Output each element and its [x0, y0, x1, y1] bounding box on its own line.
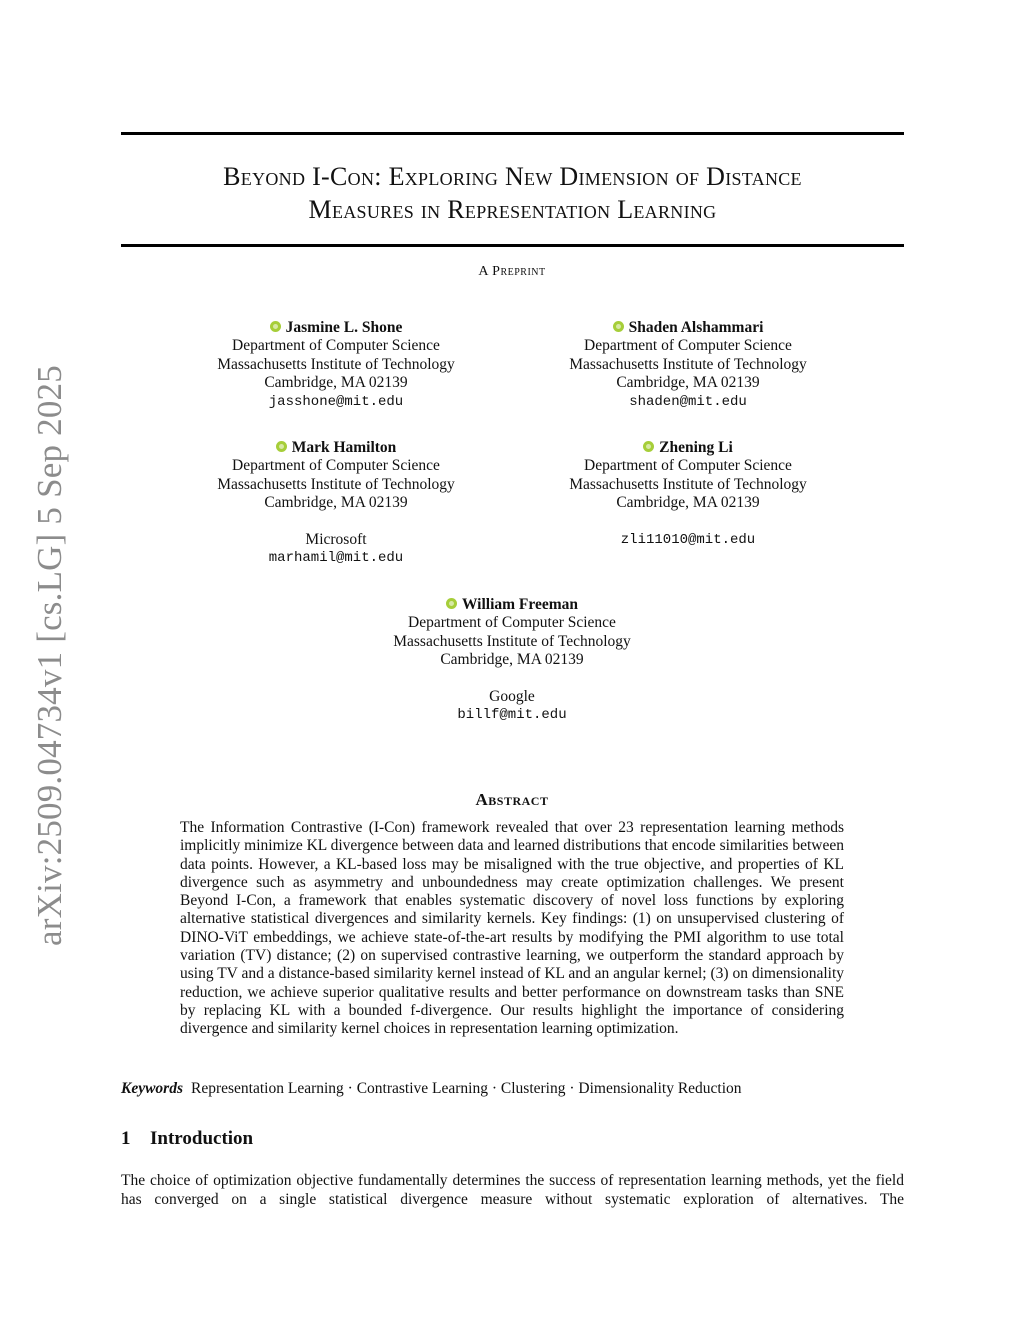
keywords-list: Representation Learning · Contrastive Learning · Clustering · Dimensionality Reduction	[191, 1080, 742, 1097]
author-institution: Massachusetts Institute of Technology	[569, 355, 807, 373]
author-department: Department of Computer Science	[232, 457, 440, 475]
author-block	[528, 439, 848, 549]
title-word: New	[504, 162, 560, 191]
title-word: Representation	[447, 195, 618, 224]
section-title: Introduction	[150, 1128, 254, 1149]
author-city: Cambridge, MA 02139	[616, 494, 760, 512]
section-number: 1	[121, 1128, 131, 1149]
author-institution: Massachusetts Institute of Technology	[393, 632, 631, 650]
orcid-icon[interactable]	[270, 321, 281, 332]
author-block	[528, 319, 848, 411]
title-line-2	[121, 193, 904, 226]
orcid-icon[interactable]	[446, 598, 457, 609]
orcid-icon[interactable]	[643, 441, 654, 452]
abstract-heading: Abstract	[475, 790, 549, 809]
arxiv-identifier: arXiv:2509.04734v1 [cs.LG] 5 Sep 2025	[30, 365, 69, 946]
keywords-label: Keywords	[121, 1080, 183, 1097]
title-word: Beyond	[223, 162, 313, 191]
title-word: Learning	[617, 195, 717, 224]
author-city: Cambridge, MA 02139	[264, 494, 408, 512]
author-institution: Massachusetts Institute of Technology	[217, 475, 455, 493]
author-block	[176, 439, 496, 567]
author-department: Department of Computer Science	[584, 457, 792, 475]
orcid-icon[interactable]	[613, 321, 624, 332]
title-word: Exploring	[388, 162, 505, 191]
author-name: Zhening Li	[659, 439, 733, 456]
author-institution: Massachusetts Institute of Technology	[569, 475, 807, 493]
title-line-1	[121, 160, 904, 193]
paper-title	[121, 160, 904, 226]
author-email[interactable]: shaden@mit.edu	[629, 393, 747, 410]
author-name: Shaden Alshammari	[628, 319, 764, 336]
title-word: Measures in	[308, 195, 448, 224]
author-email[interactable]: jasshone@mit.edu	[268, 393, 404, 410]
section-heading	[121, 1128, 253, 1150]
author-name: William Freeman	[461, 596, 579, 613]
author-institution: Massachusetts Institute of Technology	[217, 355, 455, 373]
author-email[interactable]: marhamil@mit.edu	[268, 550, 404, 567]
title-word: I-Con:	[312, 162, 389, 191]
orcid-icon[interactable]	[276, 441, 287, 452]
author-email[interactable]: zli11010@mit.edu	[620, 531, 756, 548]
author-city: Cambridge, MA 02139	[264, 374, 408, 392]
title-word: Dimension of	[559, 162, 707, 191]
title-word: Distance	[706, 162, 802, 191]
abstract-body: The Information Contrastive (I-Con) framework revealed that over 23 representation learning methods implicitly minimize KL divergence between data and learned distributions that encode similarities between data points. However, a KL-based loss may be misaligned with the true objective, and properties of KL divergence such as asymmetry and unboundedness may create optimization challenges. We present Beyond I-Con, a framework that enables systematic discovery of novel loss functions by exploring alternative statistical divergences and similarity kernels. Key findings: (1) on unsupervised clustering of DINO-ViT embeddings, we achieve state-of-the-art results by modifying the PMI algorithm to use total variation (TV) distance; (2) on supervised contrastive learning, we outperform the standard approach by using TV and a distance-based similarity kernel instead of KL and an angular kernel; (3) on dimensionality reduction, we achieve superior qualitative results and better performance on downstream tasks than SNE by replacing KL with a bounded f-divergence. Our results highlight the importance of considering divergence and similarity kernel choices in representation learning optimization.	[180, 819, 844, 1038]
intro-paragraph: The choice of optimization objective fundamentally determines the success of representation learning methods, yet the field has converged on a single statistical divergence measure without systematic exploration of alternatives. The	[121, 1172, 904, 1208]
author-name: Mark Hamilton	[291, 439, 397, 456]
author-city: Cambridge, MA 02139	[440, 651, 584, 669]
author-block	[176, 319, 496, 411]
author-department: Department of Computer Science	[232, 337, 440, 355]
author-affiliation: Google	[489, 687, 535, 705]
title-bottom-rule	[121, 244, 904, 247]
author-email[interactable]: billf@mit.edu	[457, 707, 567, 724]
author-department: Department of Computer Science	[584, 337, 792, 355]
author-city: Cambridge, MA 02139	[616, 374, 760, 392]
title-top-rule	[121, 132, 904, 135]
author-block	[352, 596, 672, 724]
author-department: Department of Computer Science	[408, 614, 616, 632]
author-name: Jasmine L. Shone	[285, 319, 403, 336]
keywords-line	[121, 1080, 742, 1098]
preprint-label: A Preprint	[478, 264, 546, 279]
author-affiliation: Microsoft	[305, 530, 367, 548]
